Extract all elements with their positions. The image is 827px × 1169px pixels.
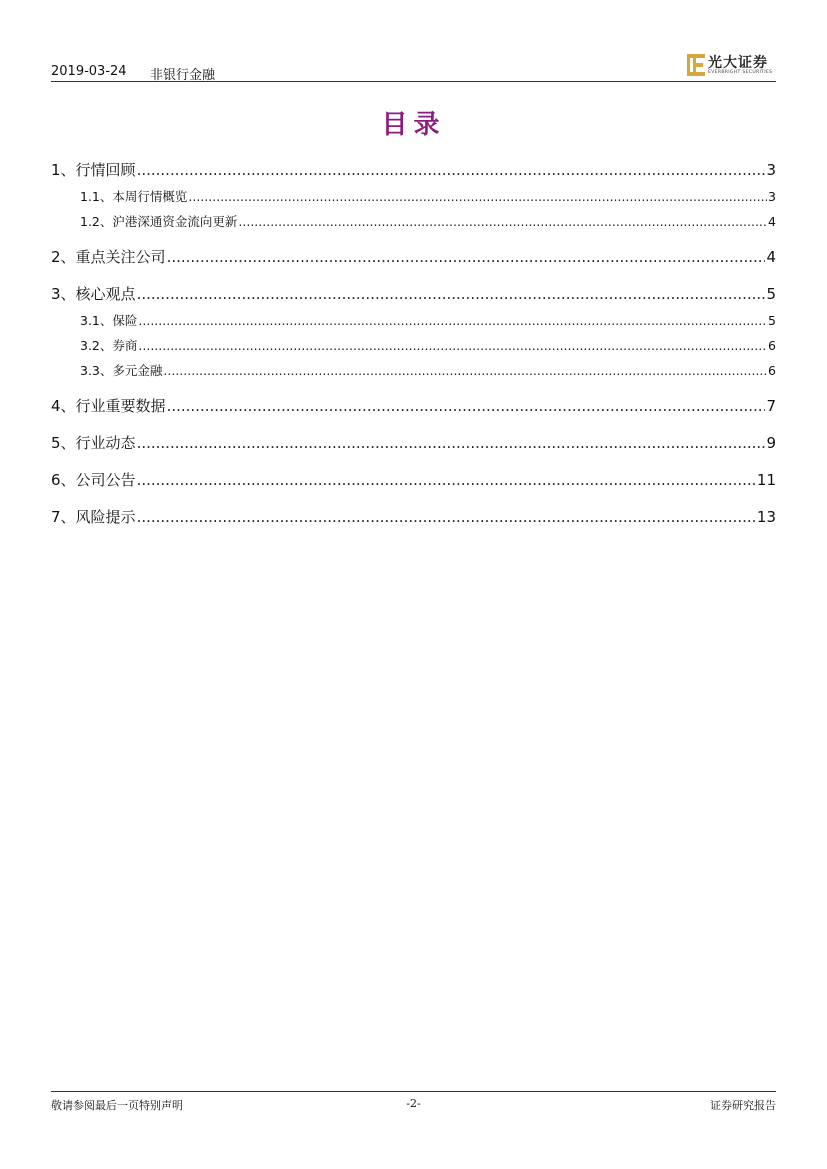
toc-entry[interactable] xyxy=(51,336,776,354)
toc-entry-label: 行情回顾 xyxy=(75,161,136,179)
report-date: 2019-03-24 xyxy=(51,64,127,79)
page-number: -2- xyxy=(406,1097,421,1110)
toc-entry-number: 4、 xyxy=(51,397,76,415)
toc-leader-dots xyxy=(137,434,766,452)
toc-entry[interactable] xyxy=(51,159,776,180)
header-divider xyxy=(51,81,776,82)
toc-entry-label: 券商 xyxy=(112,338,138,353)
toc-entry-number: 3.2、 xyxy=(80,338,113,353)
toc-entry-page: 3 xyxy=(768,189,776,204)
toc-entry-page: 11 xyxy=(756,471,776,489)
report-sector: 非银行金融 xyxy=(150,68,216,83)
toc-entry-label: 公司公告 xyxy=(75,471,136,489)
toc-entry-number: 1.2、 xyxy=(80,214,113,229)
toc-entry[interactable] xyxy=(51,469,776,490)
toc-leader-dots xyxy=(167,397,766,415)
company-logo xyxy=(686,52,778,78)
logo-mark-icon xyxy=(686,53,706,77)
toc-entry-page: 3 xyxy=(766,161,776,179)
logo-name-en: EVERBRIGHT SECURITIES xyxy=(708,70,773,75)
toc-entry-page: 6 xyxy=(768,338,776,353)
toc-entry-page: 4 xyxy=(766,248,776,266)
logo-name-cn: 光大证券 xyxy=(708,55,768,71)
toc-entry-label: 沪港深通资金流向更新 xyxy=(112,214,238,229)
toc-leader-dots xyxy=(163,363,767,378)
toc-entry-number: 3.1、 xyxy=(80,313,113,328)
toc-entry-page: 7 xyxy=(766,397,776,415)
toc-entry-number: 1、 xyxy=(51,161,76,179)
toc-entry-label: 行业动态 xyxy=(75,434,136,452)
toc-entry-number: 7、 xyxy=(51,508,76,526)
toc-entry-label: 本周行情概览 xyxy=(112,189,188,204)
toc-entry-label: 行业重要数据 xyxy=(75,397,166,415)
toc-entry-page: 4 xyxy=(768,214,776,229)
toc-entry-label: 重点关注公司 xyxy=(75,248,166,266)
toc-entry[interactable] xyxy=(51,432,776,453)
toc-entry[interactable] xyxy=(51,283,776,304)
toc-leader-dots xyxy=(137,161,766,179)
toc-leader-dots xyxy=(138,338,767,353)
toc-entry-label: 保险 xyxy=(112,313,138,328)
toc-entry[interactable] xyxy=(51,212,776,230)
toc-entry[interactable] xyxy=(51,311,776,329)
toc-leader-dots xyxy=(137,508,756,526)
toc-leader-dots xyxy=(137,285,766,303)
toc-entry[interactable] xyxy=(51,506,776,527)
toc-leader-dots xyxy=(138,313,767,328)
toc-leader-dots xyxy=(238,214,767,229)
toc-entry-number: 3.3、 xyxy=(80,363,113,378)
toc-leader-dots xyxy=(167,248,766,266)
toc-entry-number: 5、 xyxy=(51,434,76,452)
toc-entry-label: 风险提示 xyxy=(75,508,136,526)
report-type: 证券研究报告 xyxy=(710,1099,776,1112)
toc-entry-page: 9 xyxy=(766,434,776,452)
toc-entry-page: 5 xyxy=(766,285,776,303)
toc-entry-page: 5 xyxy=(768,313,776,328)
toc-entry-number: 6、 xyxy=(51,471,76,489)
footer-divider xyxy=(51,1091,776,1092)
toc-entry-page: 6 xyxy=(768,363,776,378)
toc-entry-number: 1.1、 xyxy=(80,189,113,204)
toc-entry-page: 13 xyxy=(756,508,776,526)
page-footer xyxy=(51,1097,776,1115)
toc-entry-label: 核心观点 xyxy=(75,285,136,303)
toc-entry[interactable] xyxy=(51,187,776,205)
toc-entry-number: 3、 xyxy=(51,285,76,303)
page-header xyxy=(51,62,776,82)
disclaimer-note: 敬请参阅最后一页特别声明 xyxy=(51,1099,183,1112)
toc-title: 目录 xyxy=(381,110,446,140)
toc-entry[interactable] xyxy=(51,395,776,416)
toc-leader-dots xyxy=(137,471,756,489)
toc-leader-dots xyxy=(188,189,767,204)
toc-entry-label: 多元金融 xyxy=(112,363,163,378)
toc-entry-number: 2、 xyxy=(51,248,76,266)
toc-entry[interactable] xyxy=(51,361,776,379)
toc-entry[interactable] xyxy=(51,246,776,267)
